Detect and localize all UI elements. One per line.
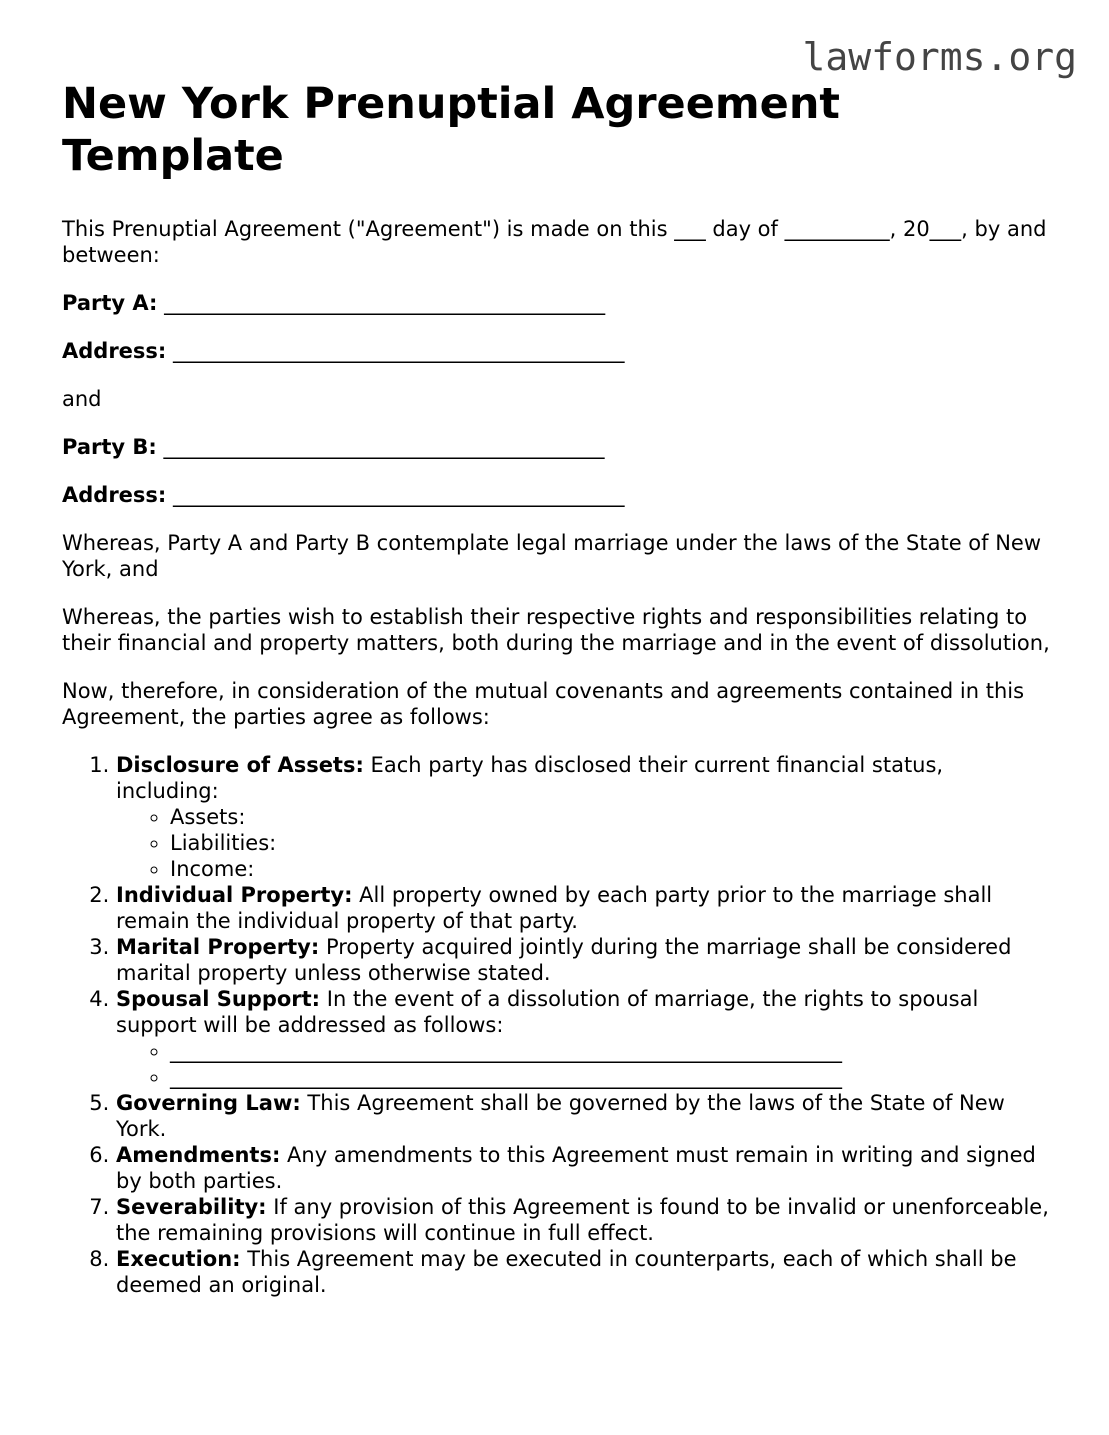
clause-item <box>116 1090 1052 1142</box>
clause-title: Amendments: <box>116 1143 281 1167</box>
disclosure-sublist <box>116 804 1052 882</box>
party-a-field <box>62 290 1052 316</box>
clause-text: This Agreement shall be governed by the laws of the State of New York. <box>116 1091 1005 1141</box>
clause-item <box>116 934 1052 986</box>
clause-text: If any provision of this Agreement is found to be invalid or unenforceable, the remaining provisions will continue in full effect. <box>116 1195 1049 1245</box>
intro-paragraph: This Prenuptial Agreement ("Agreement") is made on this ___ day of __________, 20___, by and between: <box>62 217 1047 267</box>
watermark-logo: lawforms.org <box>802 35 1077 79</box>
and-text: and <box>62 387 102 411</box>
party-a-blank: __________________________________________ <box>164 291 606 315</box>
clause-text: All property owned by each party prior to the marriage shall remain the individual property of that party. <box>116 883 993 933</box>
clauses-list <box>62 752 1052 1298</box>
address-b-field <box>62 482 1052 508</box>
party-b-blank: __________________________________________ <box>163 435 605 459</box>
clause-text: Property acquired jointly during the marriage shall be considered marital property unless otherwise stated. <box>116 935 1012 985</box>
clause-title: Severability: <box>116 1195 267 1219</box>
sublist-item: ◦ Liabilities: <box>170 830 1052 856</box>
clause-item <box>116 1246 1052 1298</box>
clause-item <box>116 752 1052 882</box>
sublist-item: ◦ Income: <box>170 856 1052 882</box>
clause-title: Execution: <box>116 1247 241 1271</box>
clause-title: Marital Property: <box>116 935 320 959</box>
whereas-paragraph-1: Whereas, Party A and Party B contemplate legal marriage under the laws of the State of New York, and <box>62 531 1042 581</box>
clause-item <box>116 1142 1052 1194</box>
clause-item <box>116 882 1052 934</box>
clause-text: This Agreement may be executed in counterparts, each of which shall be deemed an original. <box>116 1247 1017 1297</box>
whereas-paragraph-2: Whereas, the parties wish to establish their respective rights and responsibilities relating to their financial and property matters, both during the marriage and in the event of dissolution, <box>62 605 1050 655</box>
party-b-label: Party B: <box>62 435 157 459</box>
clause-title: Disclosure of Assets: <box>116 753 364 777</box>
clause-title: Spousal Support: <box>116 987 321 1011</box>
document-page <box>62 78 1052 1298</box>
party-b-field <box>62 434 1052 460</box>
party-a-label: Party A: <box>62 291 158 315</box>
address-a-blank: ___________________________________________ <box>173 339 625 363</box>
clause-item <box>116 986 1052 1090</box>
clause-text: Any amendments to this Agreement must remain in writing and signed by both parties. <box>116 1143 1036 1193</box>
spousal-support-sublist <box>116 1038 1052 1090</box>
therefore-paragraph: Now, therefore, in consideration of the mutual covenants and agreements contained in this Agreement, the parties agree as follows: <box>62 679 1025 729</box>
sublist-blank: ◦ ________________________________________________________________ <box>170 1064 1052 1090</box>
document-title: New York Prenuptial Agreement Template <box>62 79 840 181</box>
address-b-blank: ___________________________________________ <box>173 483 625 507</box>
clause-title: Individual Property: <box>116 883 353 907</box>
sublist-blank: ◦ ________________________________________________________________ <box>170 1038 1052 1064</box>
clause-text: In the event of a dissolution of marriage, the rights to spousal support will be addressed as follows: <box>116 987 979 1037</box>
sublist-item: ◦ Assets: <box>170 804 1052 830</box>
clause-item <box>116 1194 1052 1246</box>
clause-text: Each party has disclosed their current financial status, including: <box>116 753 944 803</box>
clause-title: Governing Law: <box>116 1091 301 1115</box>
address-a-label: Address: <box>62 339 167 363</box>
address-b-label: Address: <box>62 483 167 507</box>
address-a-field <box>62 338 1052 364</box>
